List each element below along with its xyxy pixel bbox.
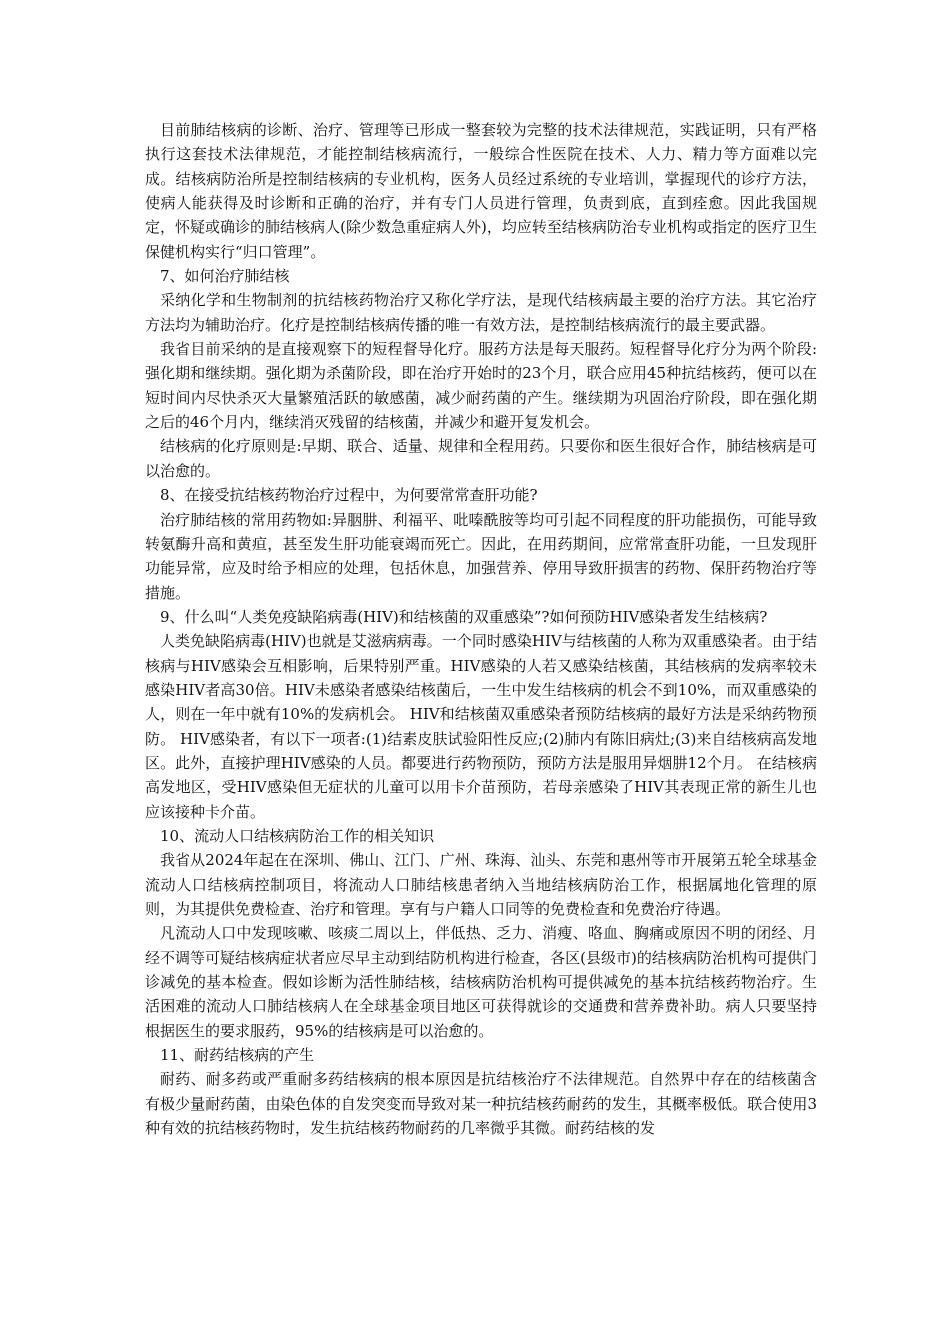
- heading-section-9: 9、什么叫“人类免疫缺陷病毒(HIV)和结核菌的双重感染”?如何预防HIV感染者发生结核病?: [160, 607, 768, 626]
- paragraph-drug-resistance: 耐药、耐多药或严重耐多药结核病的根本原因是抗结核治疗不法律规范。自然界中存在的结核菌含有极少量耐药菌，由染色体的自发突变而导致对某一种抗结核药耐药的发生，其概率极低。联合使用3种有效的抗结核药物时，发生抗结核药物耐药的几率微乎其微。耐药结核的发: [145, 1070, 817, 1138]
- paragraph-hiv-tb-coinfection: 人类免缺陷病毒(HIV)也就是艾滋病病毒。一个同时感染HIV与结核菌的人称为双重感染者。由于结核病与HIV感染会互相影响，后果特别严重。HIV感染的人若又感染结核菌，其结核病的发病率较未感染HIV者高30倍。HIV未感染者感染结核菌后，一生中发生结核病的机会不到10%，而双重感染的人，则在一年中就有10%的发病机会。 HIV和结核菌双重感染者预防结核病的最好方法是采纳药物预防。 HIV感染者，有以下一项者:(1)结素皮肤试验阳性反应;(2)肺内有陈旧病灶;(3)来自结核病高发地区。此外，直接护理HIV感染的人员。都要进行药物预防，预防方法是服用异烟肼12个月。 在结核病高发地区，受HIV感染但无症状的儿童可以用卡介苗预防，若母亲感染了HIV其表现正常的新生儿也应该接种卡介苗。: [145, 632, 817, 821]
- paragraph-migrant-program: 我省从2024年起在在深圳、佛山、江门、广州、珠海、汕头、东莞和惠州等市开展第五轮全球基金流动人口结核病控制项目，将流动人口肺结核患者纳入当地结核病防治工作，根据属地化管理的原则，为其提供免费检查、治疗和管理。享有与户籍人口同等的免费检查和免费治疗待遇。: [145, 851, 817, 918]
- heading-section-11: 11、耐药结核病的产生: [160, 1046, 315, 1065]
- heading-section-7: 7、如何治疗肺结核: [160, 267, 290, 286]
- paragraph-chemo-principles: 结核病的化疗原则是:早期、联合、适量、规律和全程用药。只要你和医生很好合作，肺结核病是可以治愈的。: [145, 437, 817, 480]
- paragraph-short-course-dot: 我省目前采纳的是直接观察下的短程督导化疗。服药方法是每天服药。短程督导化疗分为两个阶段:强化期和继续期。强化期为杀菌阶段，即在治疗开始时的23个月，联合应用45种抗结核药，便可以在短时间内尽快杀灭大量繁殖活跃的敏感菌，减少耐药菌的产生。继续期为巩固治疗阶段，即在强化期之后的46个月内，继续消灭残留的结核菌，并减少和避开复发机会。: [145, 340, 817, 432]
- paragraph-guikou-management: 目前肺结核病的诊断、治疗、管理等已形成一整套较为完整的技术法律规范，实践证明，只有严格执行这套技术法律规范，才能控制结核病流行，一般综合性医院在技术、人力、精力等方面难以完成。结核病防治所是控制结核病的专业机构，医务人员经过系统的专业培训，掌握现代的诊疗方法，使病人能获得及时诊断和正确的治疗，并有专门人员进行管理，负责到底，直到痊愈。因此我国规定，怀疑或确诊的肺结核病人(除少数急重症病人外)，均应转至结核病防治专业机构或指定的医疗卫生保健机构实行“归口管理”。: [145, 121, 817, 261]
- heading-section-8: 8、在接受抗结核药物治疗过程中，为何要常常查肝功能?: [160, 486, 538, 505]
- paragraph-chemotherapy-intro: 采纳化学和生物制剂的抗结核药物治疗又称化学疗法，是现代结核病最主要的治疗方法。其它治疗方法均为辅助治疗。化疗是控制结核病传播的唯一有效方法，是控制结核病流行的最主要武器。: [145, 291, 817, 334]
- document-body: [145, 118, 817, 1140]
- heading-section-10: 10、流动人口结核病防治工作的相关知识: [160, 826, 435, 845]
- paragraph-migrant-screening: 凡流动人口中发现咳嗽、咳痰二周以上，伴低热、乏力、消瘦、咯血、胸痛或原因不明的闭经、月经不调等可疑结核病症状者应尽早主动到结防机构进行检查，各区(县级市)的结核病防治机构可提供门诊减免的基本检查。假如诊断为活性肺结核，结核病防治机构可提供减免的基本抗结核药物治疗。生活困难的流动人口肺结核病人在全球基金项目地区可获得就诊的交通费和营养费补助。病人只要坚持根据医生的要求服药，95%的结核病是可以治愈的。: [145, 924, 817, 1040]
- paragraph-liver-function: 治疗肺结核的常用药物如:异胭肼、利福平、吡嗪酰胺等均可引起不同程度的肝功能损伤，可能导致转氨酶升高和黄疸，甚至发生肝功能衰竭而死亡。因此，在用药期间，应常常查肝功能，一旦发现肝功能异常，应及时给予相应的处理，包括休息，加强营养、停用导致肝损害的药物、保肝药物治疗等措施。: [145, 510, 817, 602]
